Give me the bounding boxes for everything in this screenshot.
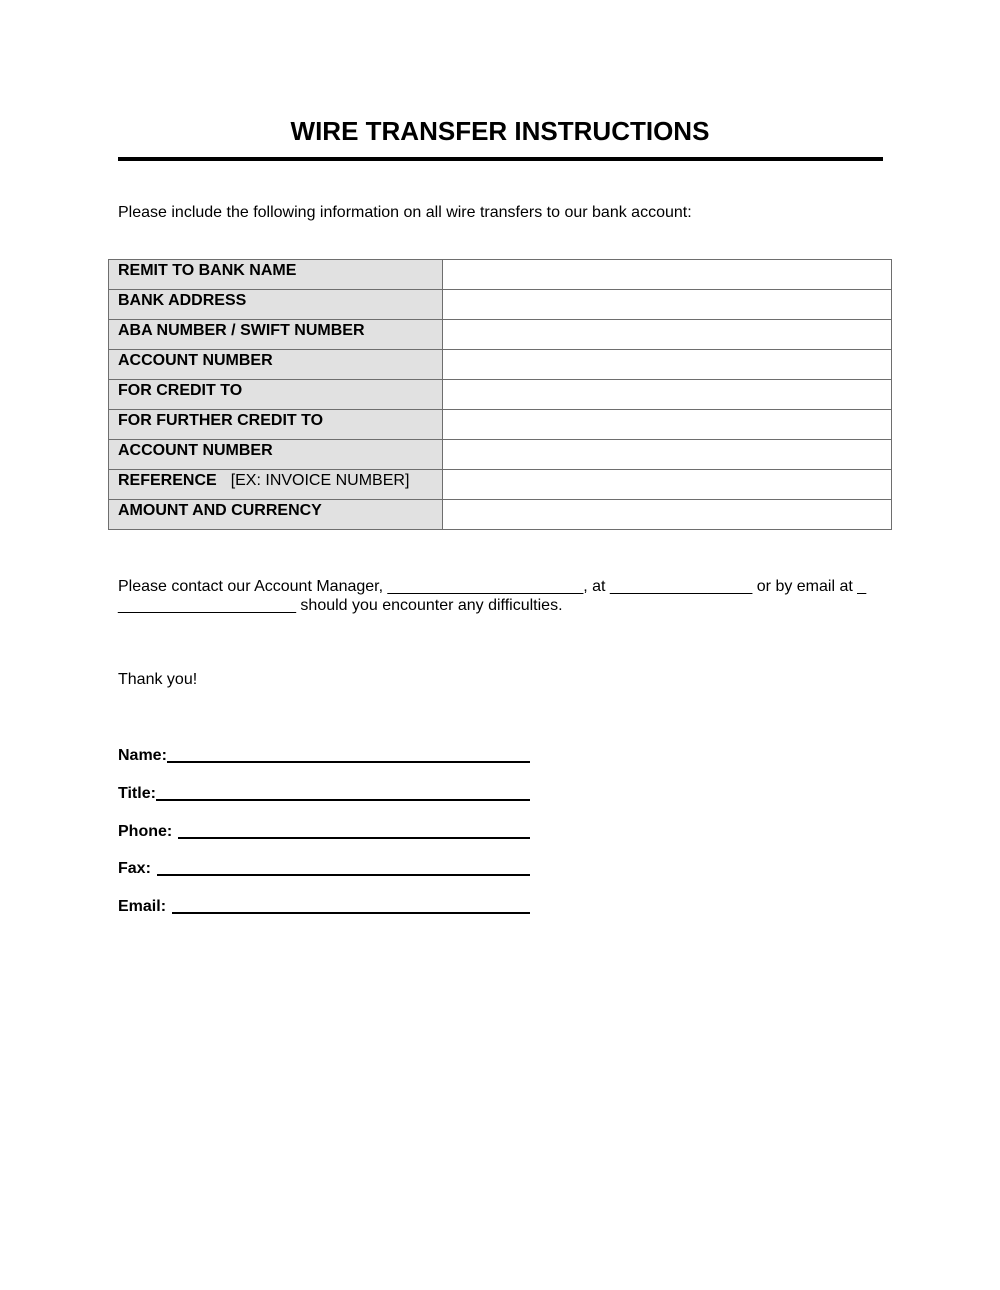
row-value-further-credit-to[interactable] <box>443 410 892 440</box>
table-row <box>109 410 892 440</box>
name-field[interactable] <box>167 745 530 763</box>
reference-note: [EX: INVOICE NUMBER] <box>230 472 410 489</box>
contact-line-2: ____________________ should you encounter any difficulties. <box>118 597 563 614</box>
row-label: ACCOUNT NUMBER <box>109 350 443 380</box>
table-row <box>109 440 892 470</box>
table-row <box>109 320 892 350</box>
row-label: REMIT TO BANK NAME <box>109 260 443 290</box>
row-label: FOR CREDIT TO <box>109 380 443 410</box>
closing-text: Thank you! <box>118 671 198 688</box>
phone-label: Phone: <box>118 823 173 840</box>
title-field[interactable] <box>156 783 530 801</box>
row-value-remit-bank-name[interactable] <box>443 260 892 290</box>
row-value-credit-to[interactable] <box>443 380 892 410</box>
row-label: AMOUNT AND CURRENCY <box>109 500 443 530</box>
reference-label: REFERENCE <box>118 472 217 489</box>
signature-phone <box>118 821 530 841</box>
row-label: BANK ADDRESS <box>109 290 443 320</box>
signature-title <box>118 783 530 803</box>
phone-field[interactable] <box>178 821 530 839</box>
row-label: ACCOUNT NUMBER <box>109 440 443 470</box>
contact-paragraph <box>118 577 888 615</box>
email-label: Email: <box>118 898 167 915</box>
signature-email <box>118 896 530 916</box>
email-field[interactable] <box>172 896 530 914</box>
row-label: ABA NUMBER / SWIFT NUMBER <box>109 320 443 350</box>
row-label: FOR FURTHER CREDIT TO <box>109 410 443 440</box>
title-label: Title: <box>118 785 156 802</box>
signature-name <box>118 745 530 765</box>
contact-line-1: Please contact our Account Manager, ______________________, at ________________ or by email at _ <box>118 578 867 595</box>
wire-info-table <box>108 259 892 530</box>
document-title: WIRE TRANSFER INSTRUCTIONS <box>290 116 710 146</box>
row-value-account-number-2[interactable] <box>443 440 892 470</box>
row-value-amount-currency[interactable] <box>443 500 892 530</box>
intro-text: Please include the following information on all wire transfers to our bank account: <box>118 204 692 221</box>
table-row <box>109 470 892 500</box>
row-value-reference[interactable] <box>443 470 892 500</box>
table-row <box>109 380 892 410</box>
table-row <box>109 260 892 290</box>
fax-label: Fax: <box>118 860 151 877</box>
row-label-reference <box>109 470 443 500</box>
fax-field[interactable] <box>157 858 530 876</box>
row-value-account-number[interactable] <box>443 350 892 380</box>
title-divider <box>118 157 883 161</box>
table-row <box>109 290 892 320</box>
signature-fax <box>118 858 530 878</box>
table-row <box>109 350 892 380</box>
name-label: Name: <box>118 747 167 764</box>
row-value-bank-address[interactable] <box>443 290 892 320</box>
row-value-aba-swift[interactable] <box>443 320 892 350</box>
table-row <box>109 500 892 530</box>
